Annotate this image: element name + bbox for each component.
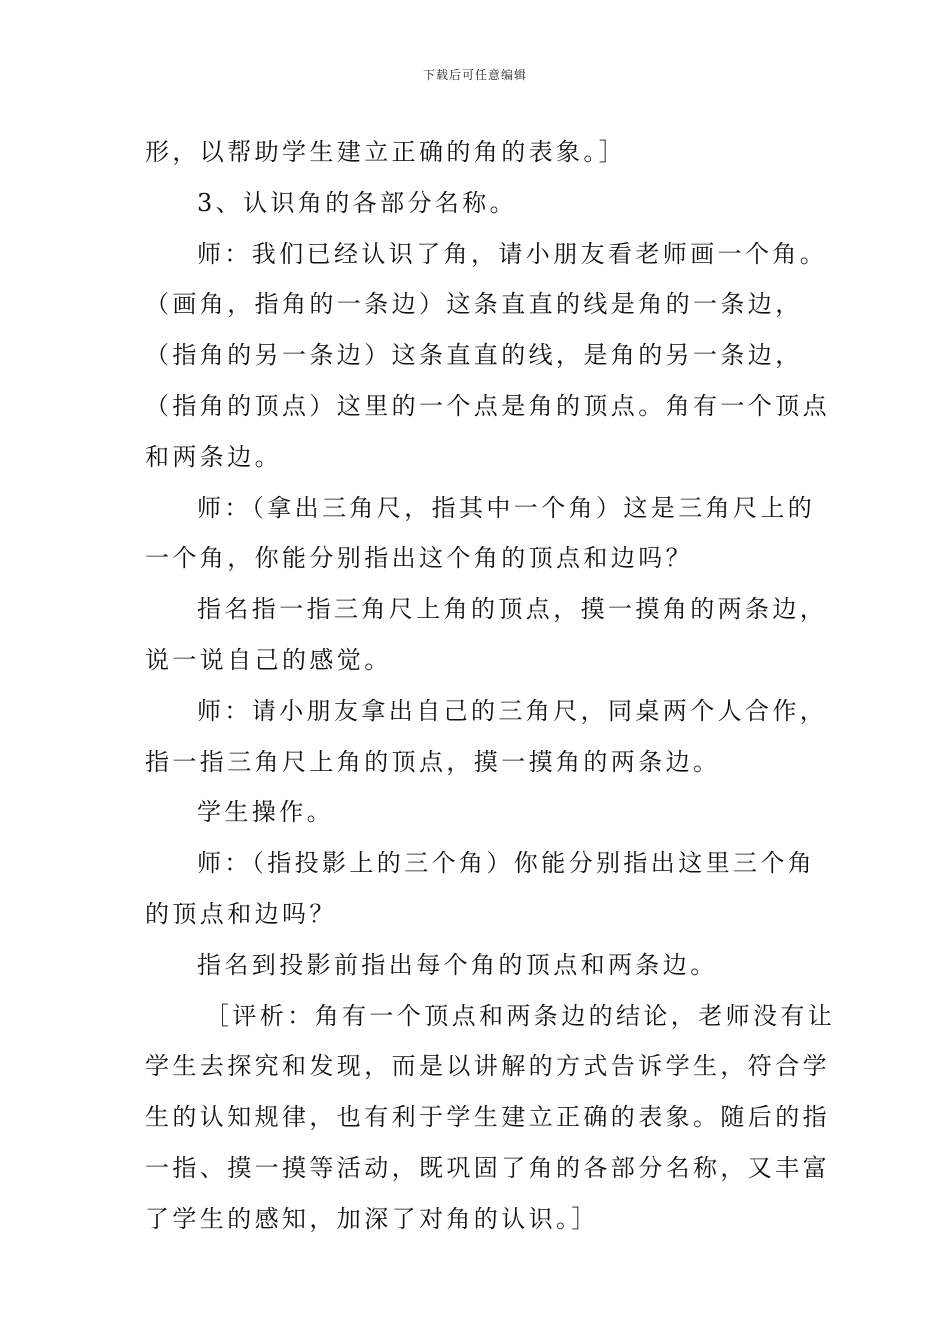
text-line: 说一说自己的感觉。 bbox=[145, 645, 392, 674]
commentary-line: 学生去探究和发现，而是以讲解的方式告诉学生，符合学 bbox=[145, 1052, 830, 1081]
text-line: （指角的顶点）这里的一个点是角的顶点。角有一个顶点 bbox=[145, 391, 830, 420]
text-line: 指名到投影前指出每个角的顶点和两条边。 bbox=[197, 950, 718, 979]
document-body bbox=[145, 127, 836, 1245]
text-line: 一个角，你能分别指出这个角的顶点和边吗？ bbox=[145, 544, 693, 573]
commentary-line: 生的认知规律，也有利于学生建立正确的表象。随后的指 bbox=[145, 1103, 830, 1132]
text-line: 形，以帮助学生建立正确的角的表象。］ bbox=[145, 138, 627, 166]
text-line: 指名指一指三角尺上角的顶点，摸一摸角的两条边， bbox=[197, 595, 828, 624]
text-line: 学生操作。 bbox=[197, 798, 334, 827]
text-line: 和两条边。 bbox=[145, 442, 282, 471]
text-line: 师：（指投影上的三个角）你能分别指出这里三个角 bbox=[197, 849, 816, 878]
commentary-line: ［评析：角有一个顶点和两条边的结论，老师没有让 bbox=[205, 1001, 836, 1030]
commentary-line: 了学生的感知，加深了对角的认识。］ bbox=[145, 1204, 599, 1233]
text-line: 指一指三角尺上角的顶点，摸一摸角的两条边。 bbox=[145, 747, 721, 776]
text-line: 师：（拿出三角尺，指其中一个角）这是三角尺上的 bbox=[197, 493, 816, 522]
text-line: （指角的另一条边）这条直直的线，是角的另一条边， bbox=[145, 341, 803, 370]
section-heading: 3、认识角的各部分名称。 bbox=[197, 188, 518, 217]
text-line: 的顶点和边吗？ bbox=[145, 899, 337, 928]
text-line: 师：我们已经认识了角，请小朋友看老师画一个角。 bbox=[197, 239, 828, 268]
text-line: 师：请小朋友拿出自己的三角尺，同桌两个人合作， bbox=[197, 696, 828, 725]
commentary-line: 一指、摸一摸等活动，既巩固了角的各部分名称，又丰富 bbox=[145, 1153, 830, 1182]
page-header-watermark: 下载后可任意编辑 bbox=[422, 68, 527, 82]
text-line: （画角，指角的一条边）这条直直的线是角的一条边， bbox=[145, 290, 803, 319]
